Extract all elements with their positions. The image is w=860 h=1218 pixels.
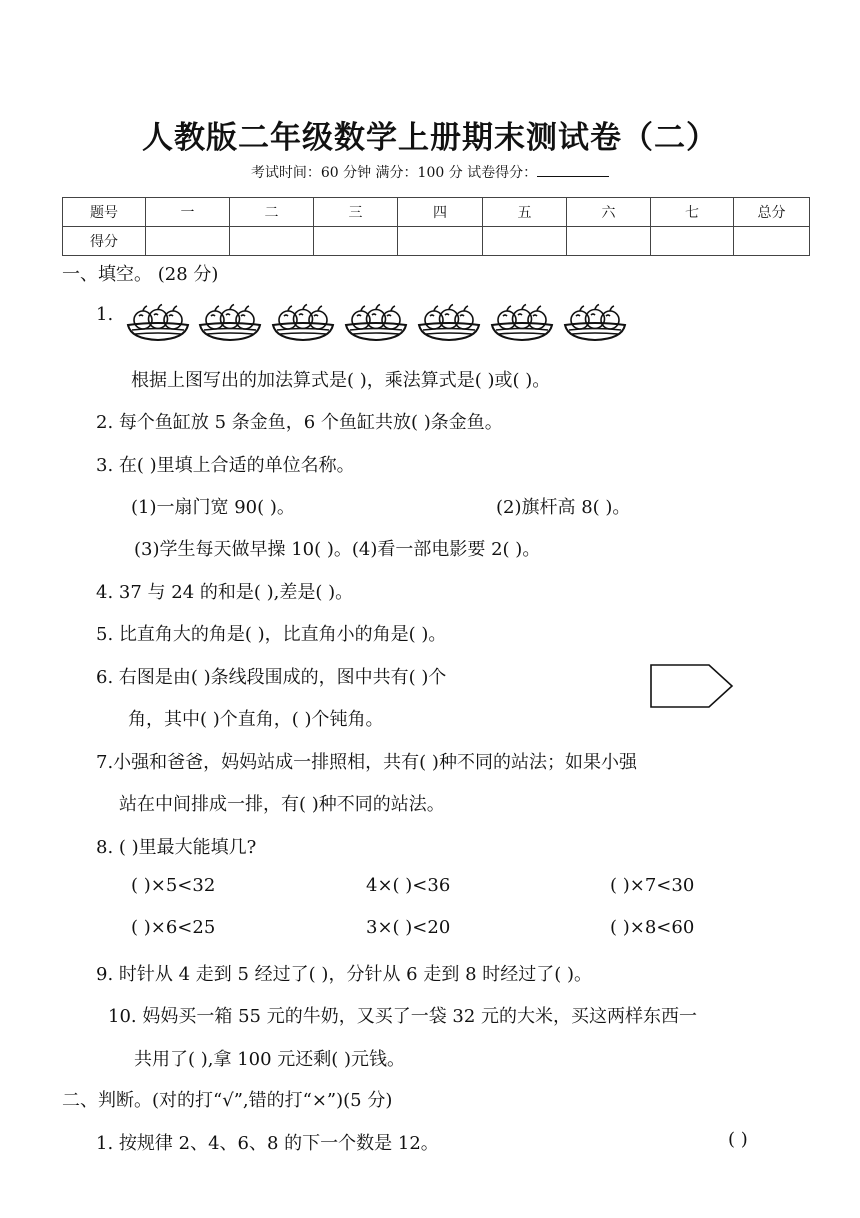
score-cell: 七 — [651, 198, 734, 227]
score-input-cell[interactable] — [146, 227, 230, 256]
page-title: 人教版二年级数学上册期末测试卷（二） — [142, 120, 718, 156]
exam-info — [0, 162, 860, 182]
apple-basket-icon — [416, 303, 482, 343]
score-label: 试卷得分： — [467, 165, 538, 181]
question-7-line-1: 7.小强和爸爸，妈妈站成一排照相，共有( )种不同的站法；如果小强 — [96, 752, 637, 773]
score-cell: 五 — [483, 198, 567, 227]
score-cell: 题号 — [63, 198, 146, 227]
score-table-score-row — [63, 227, 810, 256]
question-1-number: 1. — [96, 304, 114, 325]
score-blank[interactable] — [537, 164, 609, 177]
score-cell: 四 — [398, 198, 483, 227]
score-table — [62, 197, 810, 256]
score-cell: 三 — [314, 198, 398, 227]
question-8-item: 3×( )<20 — [366, 917, 451, 938]
time-value: 60 分钟 — [320, 165, 372, 181]
apple-basket-icon — [270, 303, 336, 343]
score-cell: 二 — [230, 198, 314, 227]
apple-basket-icon — [489, 303, 555, 343]
score-cell: 一 — [146, 198, 230, 227]
question-8-item: 4×( )<36 — [366, 875, 451, 896]
apple-basket-icon — [343, 303, 409, 343]
score-table-header-row — [63, 198, 810, 227]
score-input-cell[interactable] — [567, 227, 651, 256]
question-8-item: ( )×5<32 — [131, 875, 216, 896]
question-8-item: ( )×8<60 — [610, 917, 695, 938]
apple-basket-icon — [197, 303, 263, 343]
question-3: 3. 在( )里填上合适的单位名称。 — [96, 455, 355, 476]
full-score-value: 100 分 — [417, 165, 463, 181]
question-6-line-2: 角，其中( )个直角，( )个钝角。 — [128, 709, 384, 730]
section-2-heading: 二、判断。(对的打“√”,错的打“×”)(5 分) — [62, 1090, 393, 1111]
question-1-text: 根据上图写出的加法算式是( )，乘法算式是( )或( )。 — [131, 370, 551, 391]
question-5: 5. 比直角大的角是( )，比直角小的角是( )。 — [96, 624, 447, 645]
question-9: 9. 时针从 4 走到 5 经过了( )，分针从 6 走到 8 时经过了( )。 — [96, 964, 593, 985]
question-3-1: (1)一扇门宽 90( )。 — [131, 497, 295, 518]
question-6-line-1: 6. 右图是由( )条线段围成的，图中共有( )个 — [96, 667, 447, 688]
judge-answer-paren[interactable]: ( ) — [728, 1129, 748, 1150]
question-3-3-4: (3)学生每天做早操 10( )。(4)看一部电影要 2( )。 — [134, 539, 541, 560]
question-7-line-2: 站在中间排成一排，有( )种不同的站法。 — [119, 794, 445, 815]
score-input-cell[interactable] — [398, 227, 483, 256]
apple-basket-icon — [125, 303, 191, 343]
score-input-cell[interactable] — [734, 227, 810, 256]
question-8: 8. ( )里最大能填几? — [96, 837, 257, 858]
full-score-label: 满分： — [375, 165, 418, 181]
question-2: 2. 每个鱼缸放 5 条金鱼，6 个鱼缸共放( )条金鱼。 — [96, 412, 503, 433]
question-3-2: (2)旗杆高 8( )。 — [496, 497, 631, 518]
pentagon-figure — [648, 662, 736, 712]
time-label: 考试时间： — [250, 165, 321, 181]
score-cell: 六 — [567, 198, 651, 227]
score-row-label: 得分 — [63, 227, 146, 256]
question-10-line-2: 共用了( ),拿 100 元还剩( )元钱。 — [134, 1049, 406, 1070]
section-1-heading: 一、填空。 (28 分) — [62, 264, 219, 285]
score-input-cell[interactable] — [314, 227, 398, 256]
question-8-item: ( )×6<25 — [131, 917, 216, 938]
score-input-cell[interactable] — [651, 227, 734, 256]
judge-question-1: 1. 按规律 2、4、6、8 的下一个数是 12。 — [96, 1133, 439, 1154]
apple-basket-icon — [562, 303, 628, 343]
score-cell: 总分 — [734, 198, 810, 227]
question-4: 4. 37 与 24 的和是( ),差是( )。 — [96, 582, 354, 603]
question-8-item: ( )×7<30 — [610, 875, 695, 896]
score-input-cell[interactable] — [230, 227, 314, 256]
question-10-line-1: 10. 妈妈买一箱 55 元的牛奶，又买了一袋 32 元的大米，买这两样东西一 — [108, 1006, 698, 1027]
score-input-cell[interactable] — [483, 227, 567, 256]
